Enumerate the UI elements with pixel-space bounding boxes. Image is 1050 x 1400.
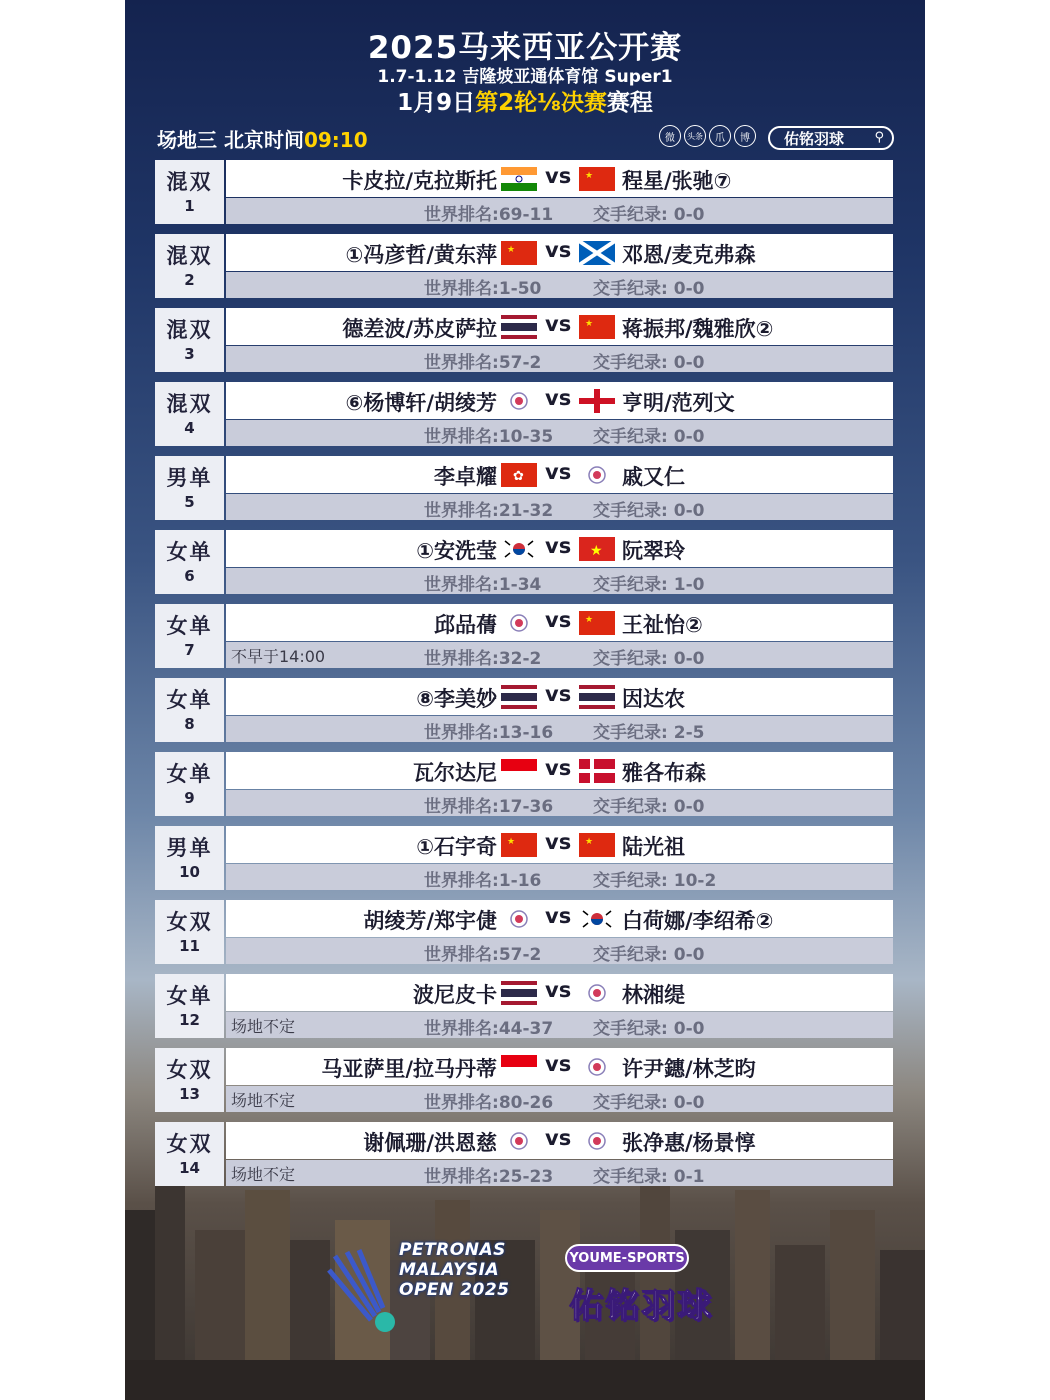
search-icon: ⚲ <box>874 130 884 145</box>
player-right: 邓恩/麦克弗森 <box>622 243 756 267</box>
match-players <box>226 1048 893 1085</box>
match-event-cell <box>155 1122 224 1186</box>
start-time: 09:10 <box>303 128 368 152</box>
player-left: 马亚萨里/拉马丹蒂 <box>321 1057 497 1081</box>
head-to-head: 交手纪录: 0-0 <box>593 279 705 299</box>
match-info <box>226 642 893 668</box>
match-players <box>226 382 893 419</box>
event-type: 女单 <box>166 762 213 786</box>
flag-china-icon <box>579 315 615 339</box>
vs-label: vs <box>545 1052 572 1076</box>
match-info <box>226 790 893 816</box>
head-to-head: 交手纪录: 0-0 <box>593 1093 705 1113</box>
head-to-head: 交手纪录: 0-0 <box>593 427 705 447</box>
player-left: 卡皮拉/克拉斯托 <box>342 169 497 193</box>
flag-tpe-icon <box>579 1055 615 1079</box>
head-to-head: 交手纪录: 0-0 <box>593 797 705 817</box>
player-left: 波尼皮卡 <box>413 983 497 1007</box>
vs-label: vs <box>545 904 572 928</box>
player-right: 张净惠/杨景惇 <box>622 1131 756 1155</box>
match-row <box>155 456 893 520</box>
event-type: 女双 <box>166 1058 213 1082</box>
world-ranking: 世界排名:1-34 <box>424 575 542 595</box>
match-number: 8 <box>184 715 195 733</box>
match-info <box>226 198 893 224</box>
player-right: 许尹鏸/林芝昀 <box>622 1057 756 1081</box>
head-to-head: 交手纪录: 1-0 <box>593 575 705 595</box>
player-right: 林湘缇 <box>622 983 685 1007</box>
player-left: 瓦尔达尼 <box>413 761 497 785</box>
svg-text:★: ★ <box>585 837 594 847</box>
match-event-cell <box>155 382 224 446</box>
event-type: 女单 <box>166 984 213 1008</box>
event-type: 女单 <box>166 688 213 712</box>
flag-china-icon <box>579 833 615 857</box>
match-number: 9 <box>184 789 195 807</box>
event-type: 女单 <box>166 614 213 638</box>
vs-label: vs <box>545 608 572 632</box>
match-event-cell <box>155 160 224 224</box>
world-ranking: 世界排名:44-37 <box>424 1019 554 1039</box>
brand-search-pill: 佑铭羽球 ⚲ <box>768 126 894 150</box>
player-right: 因达农 <box>622 687 685 711</box>
match-event-cell <box>155 308 224 372</box>
player-left: ①石宇奇 <box>416 835 497 859</box>
flag-tpe-icon <box>501 907 537 931</box>
head-to-head: 交手纪录: 10-2 <box>593 871 717 891</box>
match-note: 场地不定 <box>231 1165 296 1184</box>
poster <box>125 0 925 1400</box>
flag-thailand-icon <box>501 981 537 1005</box>
world-ranking: 世界排名:57-2 <box>424 353 542 373</box>
player-left: ⑥杨博轩/胡绫芳 <box>345 391 497 415</box>
world-ranking: 世界排名:32-2 <box>424 649 542 669</box>
match-info <box>226 938 893 964</box>
svg-text:★: ★ <box>507 245 516 255</box>
match-row <box>155 160 893 224</box>
match-row <box>155 678 893 742</box>
event-type: 混双 <box>166 244 213 268</box>
vs-label: vs <box>545 1126 572 1150</box>
match-players <box>226 752 893 789</box>
svg-text:★: ★ <box>585 171 594 181</box>
vs-label: vs <box>545 238 572 262</box>
vs-label: vs <box>545 682 572 706</box>
flag-china-icon <box>579 167 615 191</box>
flag-hongkong-icon <box>501 463 537 487</box>
match-number: 11 <box>179 937 200 955</box>
flag-tpe-icon <box>579 981 615 1005</box>
event-type: 男单 <box>166 466 213 490</box>
flag-china-icon <box>501 241 537 265</box>
head-to-head: 交手纪录: 0-0 <box>593 501 705 521</box>
flag-tpe-icon <box>579 1129 615 1153</box>
match-row <box>155 604 893 668</box>
event-title: 2025马来西亚公开赛 <box>367 30 683 66</box>
match-note: 场地不定 <box>231 1091 296 1110</box>
match-event-cell <box>155 456 224 520</box>
player-left: 李卓耀 <box>434 465 497 489</box>
match-event-cell <box>155 1048 224 1112</box>
match-info <box>226 494 893 520</box>
head-to-head: 交手纪录: 2-5 <box>593 723 705 743</box>
flag-thailand-icon <box>501 315 537 339</box>
player-left: ①冯彦哲/黄东萍 <box>345 243 497 267</box>
match-number: 6 <box>184 567 195 585</box>
match-row <box>155 752 893 816</box>
head-to-head: 交手纪录: 0-1 <box>593 1167 705 1187</box>
court-time: 场地三 北京时间09:10 <box>157 128 368 152</box>
world-ranking: 世界排名:1-50 <box>424 279 542 299</box>
vs-label: vs <box>545 756 572 780</box>
match-players <box>226 308 893 345</box>
player-right: 陆光祖 <box>622 835 685 859</box>
match-players <box>226 160 893 197</box>
flag-scotland-icon <box>579 241 615 265</box>
match-number: 5 <box>184 493 195 511</box>
player-right: 戚又仁 <box>622 465 685 489</box>
match-info <box>226 864 893 890</box>
vs-label: vs <box>545 164 572 188</box>
match-number: 1 <box>184 197 195 215</box>
player-left: 谢佩珊/洪恩慈 <box>363 1131 497 1155</box>
match-info <box>226 568 893 594</box>
vs-label: vs <box>545 312 572 336</box>
world-ranking: 世界排名:13-16 <box>424 723 554 743</box>
match-players <box>226 234 893 271</box>
world-ranking: 世界排名:21-32 <box>424 501 554 521</box>
event-type: 混双 <box>166 392 213 416</box>
flag-tpe-icon <box>501 611 537 635</box>
match-event-cell <box>155 974 224 1038</box>
svg-text:★: ★ <box>585 319 594 329</box>
head-to-head: 交手纪录: 0-0 <box>593 1019 705 1039</box>
match-players <box>226 530 893 567</box>
flag-china-icon <box>501 833 537 857</box>
match-info <box>226 346 893 372</box>
toutiao-icon: 头条 <box>684 125 706 147</box>
head-to-head: 交手纪录: 0-0 <box>593 353 705 373</box>
match-players <box>226 604 893 641</box>
match-players <box>226 900 893 937</box>
flag-indonesia-icon <box>501 1055 537 1079</box>
wechat-icon: 微 <box>659 125 681 147</box>
match-players <box>226 678 893 715</box>
player-left: ⑧李美妙 <box>416 687 497 711</box>
match-row <box>155 900 893 964</box>
player-right: 王祉怡② <box>622 613 703 637</box>
flag-korea-icon <box>579 907 615 931</box>
flag-india-icon <box>501 167 537 191</box>
round-label: 第2轮⅛决赛 <box>475 90 607 116</box>
vs-label: vs <box>545 978 572 1002</box>
weibo-icon: 博 <box>734 125 756 147</box>
event-type: 混双 <box>166 318 213 342</box>
match-number: 4 <box>184 419 195 437</box>
match-event-cell <box>155 826 224 890</box>
vs-label: vs <box>545 534 572 558</box>
match-event-cell <box>155 530 224 594</box>
match-row <box>155 1048 893 1112</box>
flag-tpe-icon <box>501 389 537 413</box>
match-info <box>226 716 893 742</box>
match-number: 7 <box>184 641 195 659</box>
player-right: 亨明/范列文 <box>622 391 735 415</box>
match-number: 3 <box>184 345 195 363</box>
match-note: 场地不定 <box>231 1017 296 1036</box>
match-number: 14 <box>179 1159 200 1177</box>
match-row <box>155 308 893 372</box>
match-event-cell <box>155 900 224 964</box>
match-number: 10 <box>179 863 200 881</box>
match-players <box>226 1122 893 1159</box>
head-to-head: 交手纪录: 0-0 <box>593 945 705 965</box>
match-number: 13 <box>179 1085 200 1103</box>
match-note: 不早于14:00 <box>231 647 326 666</box>
player-left: 邱品蒨 <box>434 613 497 637</box>
flag-korea-icon <box>501 537 537 561</box>
flag-tpe-icon <box>579 463 615 487</box>
vs-label: vs <box>545 460 572 484</box>
world-ranking: 世界排名:69-11 <box>424 205 554 225</box>
flag-china-icon <box>579 611 615 635</box>
match-number: 12 <box>179 1011 200 1029</box>
match-info <box>226 272 893 298</box>
match-event-cell <box>155 234 224 298</box>
world-ranking: 世界排名:57-2 <box>424 945 542 965</box>
world-ranking: 世界排名:10-35 <box>424 427 554 447</box>
player-right: 程星/张驰⑦ <box>622 169 732 193</box>
event-type: 男单 <box>166 836 213 860</box>
flag-denmark-icon <box>579 759 615 783</box>
player-left: ①安洗莹 <box>416 539 497 563</box>
world-ranking: 世界排名:80-26 <box>424 1093 554 1113</box>
match-info <box>226 1160 893 1186</box>
match-info <box>226 420 893 446</box>
world-ranking: 世界排名:1-16 <box>424 871 542 891</box>
match-players <box>226 826 893 863</box>
match-info <box>226 1012 893 1038</box>
baidu-icon: 爪 <box>709 125 731 147</box>
player-right: 白荷娜/李绍希② <box>622 909 774 933</box>
match-info <box>226 1086 893 1112</box>
match-number: 2 <box>184 271 195 289</box>
match-event-cell <box>155 752 224 816</box>
player-left: 胡绫芳/郑宇倢 <box>363 909 497 933</box>
player-right: 阮翠玲 <box>622 539 685 563</box>
match-row <box>155 1122 893 1186</box>
flag-vietnam-icon <box>579 537 615 561</box>
match-row <box>155 382 893 446</box>
event-subtitle: 1.7-1.12 吉隆坡亚通体育馆 Super1 <box>377 67 673 87</box>
flag-thailand-icon <box>579 685 615 709</box>
world-ranking: 世界排名:25-23 <box>424 1167 554 1187</box>
head-to-head: 交手纪录: 0-0 <box>593 205 705 225</box>
event-type: 女双 <box>166 1132 213 1156</box>
match-players <box>226 974 893 1011</box>
head-to-head: 交手纪录: 0-0 <box>593 649 705 669</box>
svg-text:✿: ✿ <box>513 469 524 484</box>
vs-label: vs <box>545 386 572 410</box>
match-players <box>226 456 893 493</box>
match-event-cell <box>155 678 224 742</box>
malaysia-open-logo: PETRONAS MALAYSIA OPEN 2025 <box>325 1240 535 1340</box>
flag-england-icon <box>579 389 615 413</box>
youme-sports-logo: YOUME-SPORTS 佑铭羽球 <box>565 1242 725 1332</box>
match-row <box>155 826 893 890</box>
schedule-date: 1月9日第2轮⅛决赛赛程 <box>397 90 653 116</box>
player-left: 德差波/苏皮萨拉 <box>342 317 497 341</box>
flag-tpe-icon <box>501 1129 537 1153</box>
svg-text:★: ★ <box>585 615 594 625</box>
event-type: 女单 <box>166 540 213 564</box>
match-row <box>155 974 893 1038</box>
match-row <box>155 234 893 298</box>
player-right: 蒋振邦/魏雅欣② <box>622 317 774 341</box>
world-ranking: 世界排名:17-36 <box>424 797 554 817</box>
flag-thailand-icon <box>501 685 537 709</box>
flag-indonesia-icon <box>501 759 537 783</box>
match-event-cell <box>155 604 224 668</box>
event-type: 混双 <box>166 170 213 194</box>
svg-text:★: ★ <box>507 837 516 847</box>
social-icons <box>659 125 756 147</box>
match-row <box>155 530 893 594</box>
svg-text:★: ★ <box>590 543 603 559</box>
player-right: 雅各布森 <box>622 761 706 785</box>
vs-label: vs <box>545 830 572 854</box>
event-type: 女双 <box>166 910 213 934</box>
